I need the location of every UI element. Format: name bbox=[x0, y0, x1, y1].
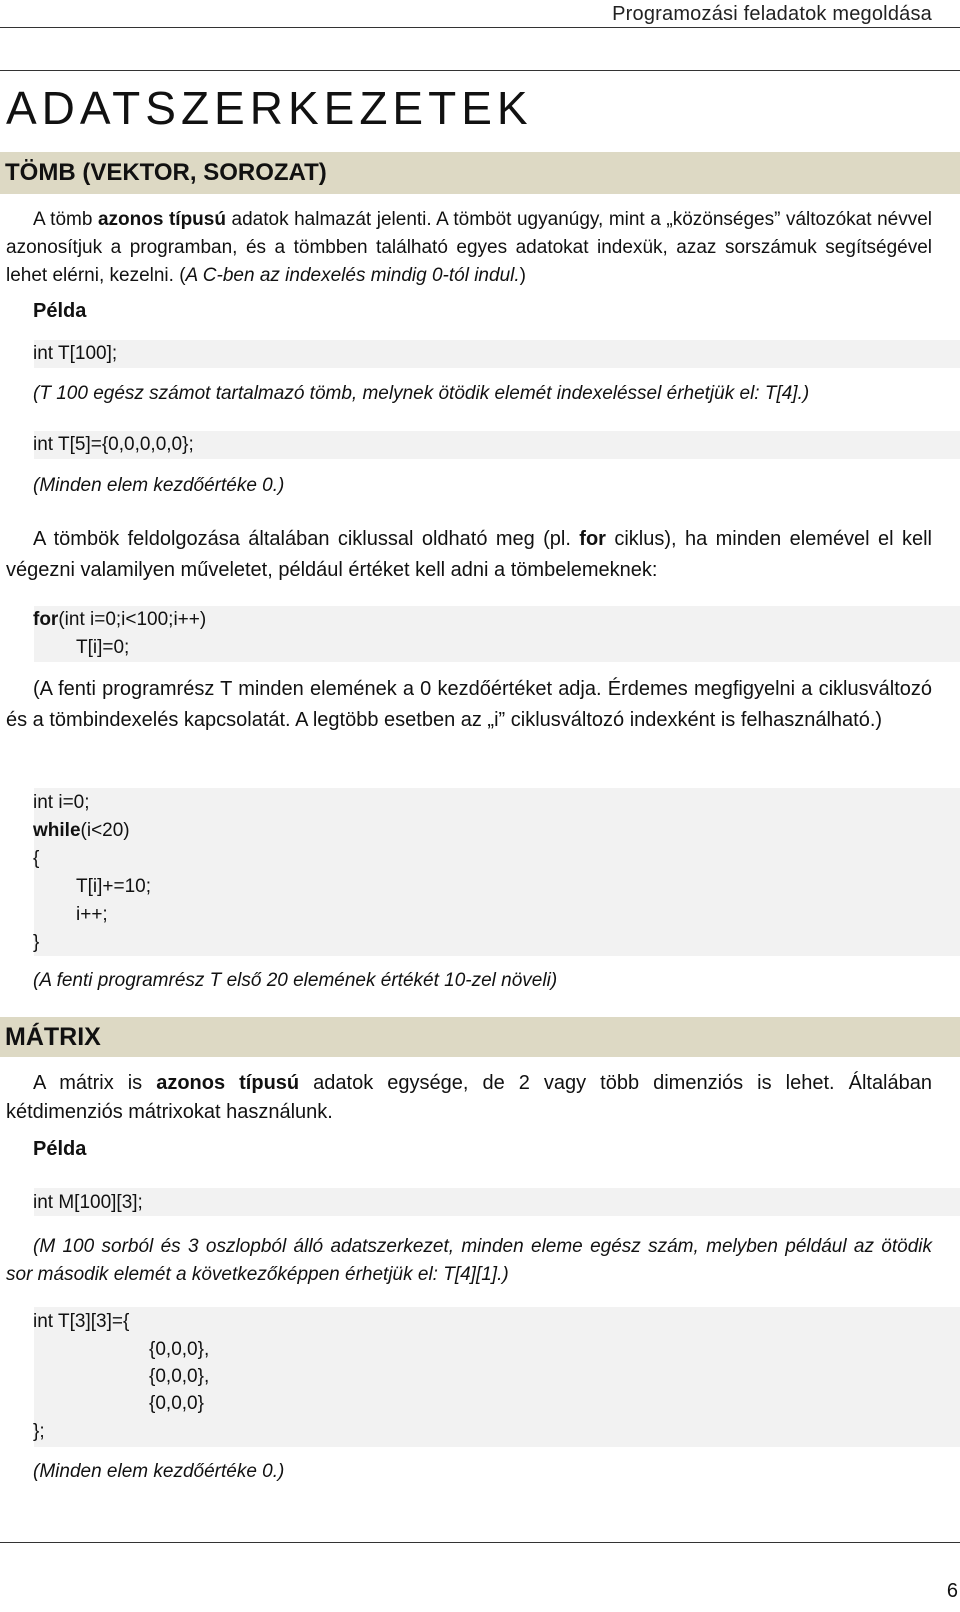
code-line: }; bbox=[33, 1421, 45, 1442]
explanation-paragraph: (A fenti programrész T minden elemének a 0 kezdőértéket adja. Érdemes megfigyelni a ciklusváltozó és a tömbindexelés kapcsolatát. A legtöbb esetben az „i” ciklusváltozó indexként is felhasználható.) bbox=[6, 678, 932, 731]
text-run: A tömb bbox=[33, 209, 98, 230]
note-line: (Minden elem kezdőértéke 0.) bbox=[33, 1461, 285, 1482]
chapter-title: ADATSZERKEZETEK bbox=[6, 82, 533, 134]
code-line: int T[3][3]={ bbox=[33, 1311, 130, 1332]
code-line: } bbox=[33, 932, 40, 953]
code-line: { bbox=[33, 848, 40, 869]
code-keyword: for bbox=[33, 609, 59, 630]
bold-keyword: for bbox=[579, 528, 606, 550]
note-line: (A fenti programrész T első 20 elemének értékét 10-zel növeli) bbox=[33, 970, 558, 991]
code-line: int T[100]; bbox=[33, 343, 118, 364]
code-text: (i<20) bbox=[80, 820, 130, 841]
text-run: A mátrix is bbox=[33, 1072, 157, 1094]
code-line: i++; bbox=[76, 904, 108, 925]
code-shade bbox=[34, 340, 960, 368]
code-line: {0,0,0}, bbox=[149, 1339, 210, 1360]
section-heading-bar bbox=[0, 1017, 960, 1057]
code-line: T[i]+=10; bbox=[76, 876, 151, 897]
code-line: int M[100][3]; bbox=[33, 1192, 143, 1213]
code-line: int T[5]={0,0,0,0,0}; bbox=[33, 434, 194, 455]
section-title-matrix: MÁTRIX bbox=[5, 1023, 101, 1051]
page-number: 6 bbox=[946, 1580, 958, 1602]
code-shade bbox=[34, 788, 960, 956]
code-line: {0,0,0} bbox=[149, 1393, 204, 1414]
code-line: T[i]=0; bbox=[76, 637, 130, 658]
note-line: (T 100 egész számot tartalmazó tömb, melynek ötödik elemét indexeléssel érhetjük el: T[4].) bbox=[33, 383, 810, 404]
section-title-tomb: TÖMB (VEKTOR, SOROZAT) bbox=[5, 159, 327, 186]
code-line bbox=[33, 606, 206, 634]
code-shade bbox=[34, 1188, 960, 1216]
example-label: Példa bbox=[33, 300, 87, 322]
code-line: {0,0,0}, bbox=[149, 1366, 210, 1387]
text-run: A tömbök feldolgozása általában ciklussal oldható meg (pl. bbox=[33, 528, 580, 550]
note-line: (Minden elem kezdőértéke 0.) bbox=[33, 475, 285, 496]
footer-rule bbox=[0, 1542, 960, 1543]
code-text: (int i=0;i<100;i++) bbox=[58, 609, 207, 630]
running-header: Programozási feladatok megoldása bbox=[612, 3, 932, 25]
text-run: ) bbox=[519, 265, 526, 286]
intro-paragraph bbox=[6, 206, 932, 290]
italic-note: A C-ben az indexelés mindig 0-tól indul. bbox=[185, 265, 520, 286]
header-rule bbox=[0, 27, 960, 28]
loop-paragraph bbox=[6, 524, 932, 586]
chapter-top-rule bbox=[0, 70, 960, 71]
text-run: ciklus), ha minden elemével el kell végezni valamilyen műveletet, például értéket kell adni a tömbelemeknek: bbox=[6, 528, 932, 581]
note-paragraph: (M 100 sorból és 3 oszlopból álló adatszerkezet, minden eleme egész szám, melyben például az ötödik sor második elemét a következőképpen érhetjük el: T[4][1].) bbox=[6, 1236, 932, 1285]
text-run: adatok egysége, de 2 vagy több dimenziós is lehet. Általában kétdimenziós mátrixokat használunk. bbox=[6, 1072, 932, 1123]
text-run: adatok halmazát jelenti. A tömböt ugyanúgy, mint a „közönséges” változókat névvel azonosítjuk a programban, és a tömbben található egyes adatokat indexük, azaz sorszámuk segítségével lehet elérni, kezelni. ( bbox=[6, 209, 932, 286]
code-keyword: while bbox=[33, 820, 81, 841]
bold-term: azonos típusú bbox=[156, 1072, 300, 1094]
code-line: int i=0; bbox=[33, 792, 90, 813]
code-line bbox=[33, 817, 130, 845]
bold-term: azonos típusú bbox=[97, 209, 226, 230]
example-label: Példa bbox=[33, 1138, 87, 1160]
matrix-intro-paragraph bbox=[6, 1069, 932, 1127]
